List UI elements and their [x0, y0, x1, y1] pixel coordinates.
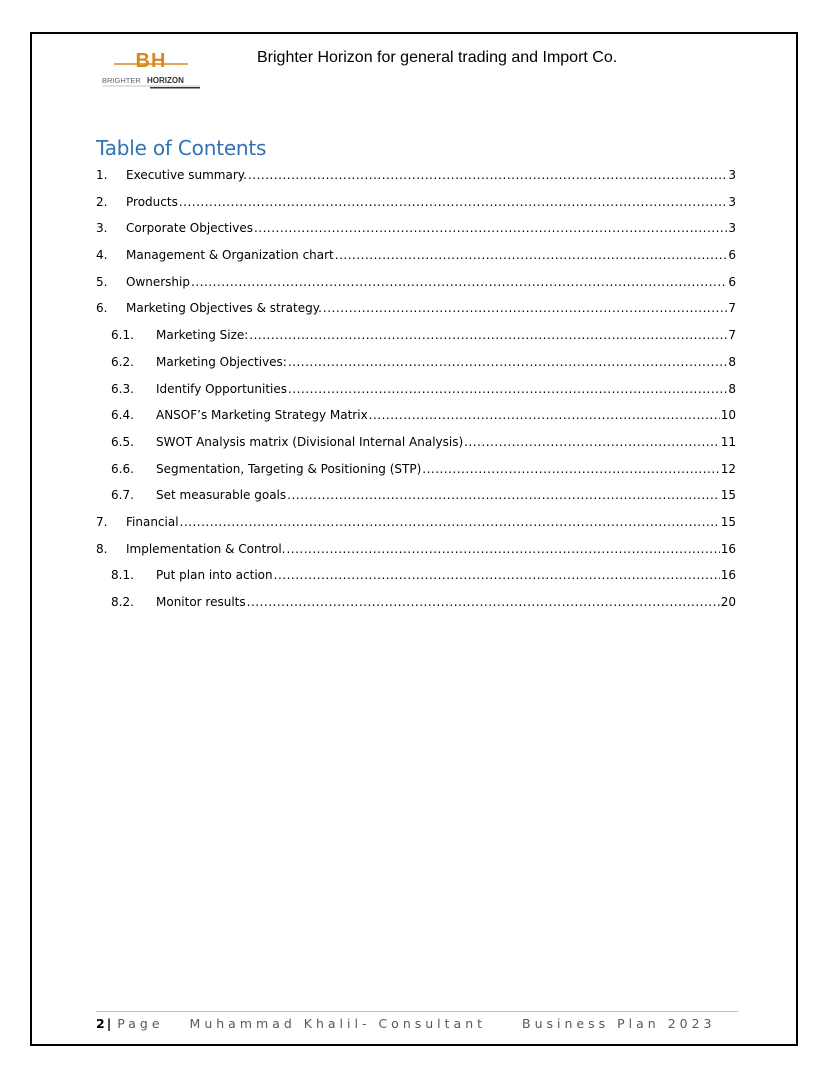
toc-entry-title: Identify Opportunities: [156, 381, 287, 396]
toc-entry-number: 6.5.: [111, 434, 134, 449]
toc-entry-number: 3.: [96, 221, 108, 236]
toc-entry-number: 6.7.: [111, 488, 134, 503]
toc-subentry[interactable]: [96, 456, 736, 483]
toc-entry-page: 16: [720, 568, 736, 583]
toc-dot-leader: [248, 162, 727, 189]
footer-page-number: 2: [96, 1016, 107, 1031]
toc-entry[interactable]: [96, 536, 736, 563]
toc-entry[interactable]: [96, 215, 736, 242]
footer-author: Muhammad Khalil- Consultant: [189, 1016, 487, 1031]
toc-dot-leader: [323, 295, 727, 322]
footer-separator: |: [106, 1016, 112, 1031]
toc-dot-leader: [464, 429, 720, 456]
toc-entry-number: 6.4.: [111, 408, 134, 423]
header-company-title: Brighter Horizon for general trading and Import Co.: [257, 49, 618, 66]
toc-entry-title: Corporate Objectives: [126, 221, 253, 236]
toc-entry[interactable]: [96, 269, 736, 296]
toc-entry-title: SWOT Analysis matrix (Divisional Internal Analysis): [156, 434, 464, 449]
toc-entry-title: Implementation & Control.: [126, 541, 286, 556]
toc-dot-leader: [287, 482, 720, 509]
toc-entry-number: 8.2.: [111, 595, 134, 609]
toc-dot-leader: [288, 349, 728, 376]
toc-entry-page: 15: [720, 514, 736, 529]
toc-entry-title: Management & Organization chart: [126, 248, 334, 263]
logo-letters: BH: [135, 50, 167, 72]
toc-entry-title: Monitor results: [156, 595, 246, 609]
toc-dot-leader: [191, 269, 727, 296]
toc-dot-leader: [249, 322, 727, 349]
toc-subentry[interactable]: [96, 482, 736, 509]
toc-entry-title: Ownership: [126, 274, 190, 289]
toc-dot-leader: [286, 536, 719, 563]
company-logo: [100, 49, 202, 89]
toc-subentry[interactable]: [96, 562, 736, 589]
toc-entry-page: 3: [728, 168, 736, 182]
toc-dot-leader: [274, 562, 720, 589]
toc-entry-number: 8.1.: [111, 568, 134, 583]
toc-entry[interactable]: [96, 295, 736, 322]
toc-heading: Table of Contents: [96, 136, 267, 160]
toc-entry-page: 16: [720, 541, 736, 556]
toc-dot-leader: [422, 456, 719, 483]
toc-entry-page: 8: [728, 354, 736, 369]
toc-entry-number: 6.2.: [111, 354, 134, 369]
toc-entry-page: 7: [728, 301, 736, 316]
toc-entry-number: 8.: [96, 541, 108, 556]
toc-entry-page: 12: [720, 461, 736, 476]
toc-dot-leader: [288, 376, 727, 403]
toc-entry-page: 3: [728, 194, 736, 209]
toc-dot-leader: [180, 509, 720, 536]
toc-entry-title: Marketing Objectives:: [156, 354, 287, 369]
toc-entry-number: 1.: [96, 168, 108, 182]
toc-entry-number: 6.6.: [111, 461, 134, 476]
toc-entry-page: 8: [728, 381, 736, 396]
toc-entry-number: 2.: [96, 194, 108, 209]
logo-text-brighter: BRIGHTER: [102, 76, 141, 85]
toc-subentry[interactable]: [96, 376, 736, 403]
toc-dot-leader: [247, 589, 720, 616]
toc-entry-title: Marketing Size:: [156, 328, 249, 343]
toc-subentry[interactable]: [96, 402, 736, 429]
toc-subentry[interactable]: [96, 429, 736, 456]
toc-entry-number: 7.: [96, 514, 108, 529]
toc-entry[interactable]: [96, 242, 736, 269]
toc-entry-page: 11: [720, 434, 736, 449]
table-of-contents: [96, 162, 736, 616]
toc-dot-leader: [254, 215, 727, 242]
toc-entry-number: 6.1.: [111, 328, 134, 343]
toc-entry-title: Set measurable goals: [156, 488, 287, 503]
page-footer: [96, 1016, 738, 1031]
toc-entry-page: 10: [720, 408, 736, 423]
footer-page-label: Page: [117, 1016, 164, 1031]
toc-subentry[interactable]: [96, 589, 736, 616]
footer-document-name: Business Plan 2023: [522, 1016, 716, 1031]
toc-entry-number: 6.: [96, 301, 108, 316]
toc-entry[interactable]: [96, 509, 736, 536]
toc-entry-page: 15: [720, 488, 736, 503]
toc-subentry[interactable]: [96, 349, 736, 376]
toc-entry-page: 3: [728, 221, 736, 236]
toc-dot-leader: [369, 402, 720, 429]
logo-text-horizon: HORIZON: [147, 76, 184, 85]
toc-entry-title: ANSOF’s Marketing Strategy Matrix: [156, 408, 368, 423]
toc-entry-title: Marketing Objectives & strategy.: [126, 301, 322, 316]
toc-subentry[interactable]: [96, 322, 736, 349]
toc-entry-page: 6: [728, 248, 736, 263]
toc-entry-title: Executive summary.: [126, 168, 247, 182]
toc-dot-leader: [179, 189, 728, 216]
toc-entry-page: 20: [720, 595, 736, 609]
toc-entry-title: Put plan into action: [156, 568, 273, 583]
toc-entry[interactable]: [96, 162, 736, 189]
toc-entry[interactable]: [96, 189, 736, 216]
toc-entry-page: 7: [728, 328, 736, 343]
toc-entry-number: 4.: [96, 248, 108, 263]
footer-divider: [96, 1011, 738, 1012]
document-page: [30, 32, 798, 1046]
toc-entry-number: 5.: [96, 274, 108, 289]
toc-entry-title: Products: [126, 194, 178, 209]
toc-entry-page: 6: [728, 274, 736, 289]
toc-entry-title: Segmentation, Targeting & Positioning (STP): [156, 461, 422, 476]
toc-entry-title: Financial: [126, 514, 179, 529]
toc-dot-leader: [335, 242, 728, 269]
toc-entry-number: 6.3.: [111, 381, 134, 396]
